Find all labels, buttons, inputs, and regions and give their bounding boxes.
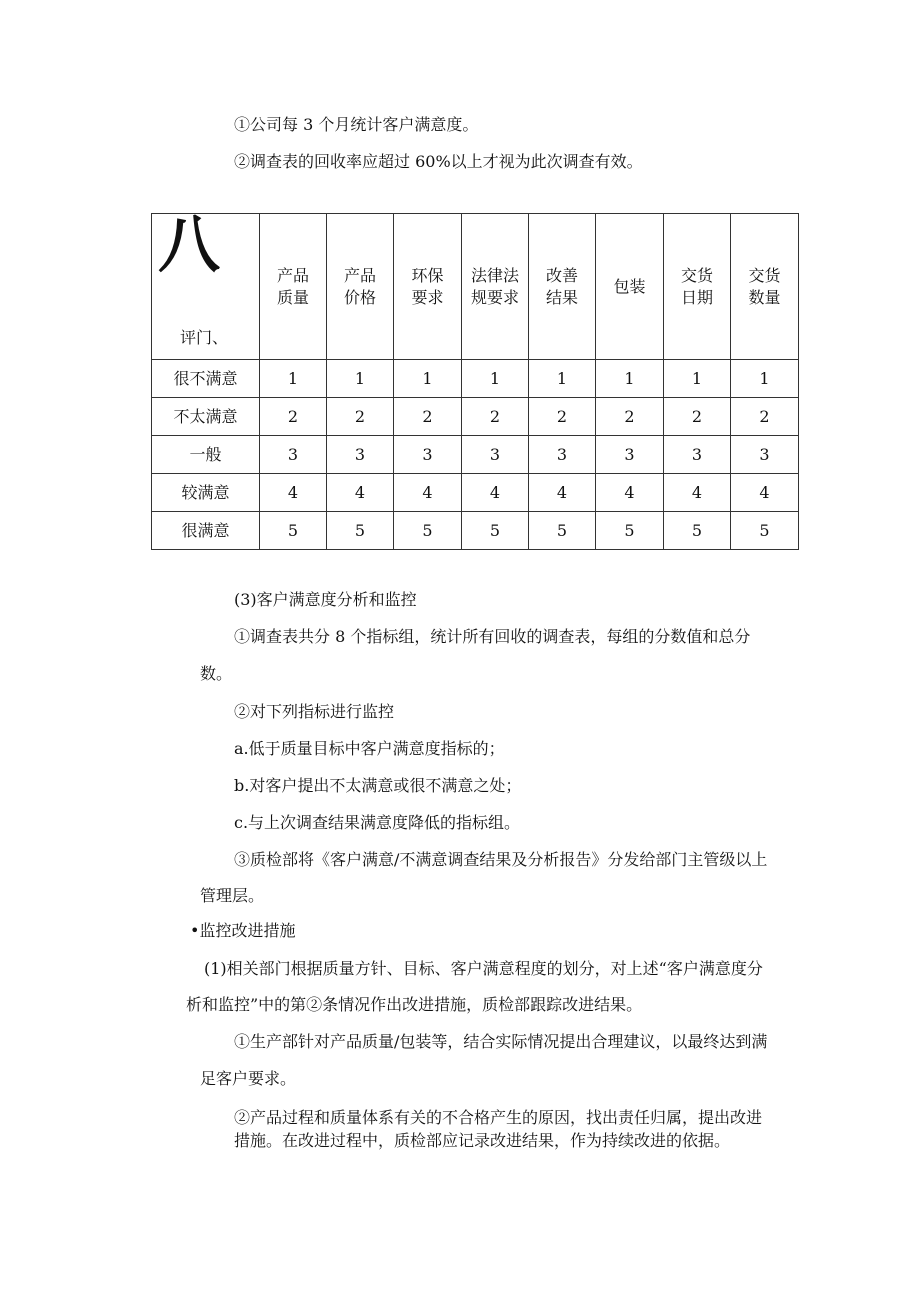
table-cell: 4	[529, 474, 596, 512]
table-cell: 2	[462, 398, 529, 436]
column-header: 交货 日期	[664, 214, 731, 360]
table-cell: 1	[327, 360, 394, 398]
table-cell: 4	[327, 474, 394, 512]
table-cell: 2	[394, 398, 462, 436]
table-cell: 2	[260, 398, 327, 436]
column-header: 交货 数量	[731, 214, 799, 360]
table-cell: 3	[260, 436, 327, 474]
table-cell: 1	[462, 360, 529, 398]
table-cell: 1	[731, 360, 799, 398]
table-cell: 2	[664, 398, 731, 436]
table-cell: 4	[394, 474, 462, 512]
satisfaction-scale-table	[151, 208, 799, 550]
row-label: 较满意	[152, 474, 260, 512]
column-header: 产品 质量	[260, 214, 327, 360]
improve-paragraph-3-cont: 措施。在改进过程中，质检部应记录改进结果，作为持续改进的依据。	[234, 1131, 731, 1150]
improve-paragraph-2: ①生产部针对产品质量/包装等，结合实际情况提出合理建议，以最终达到满	[234, 1032, 768, 1051]
improve-paragraph-1: (1)相关部门根据质量方针、目标、客户满意程度的划分，对上述“客户满意度分	[204, 959, 763, 978]
table-row	[152, 398, 799, 436]
table-cell: 3	[731, 436, 799, 474]
column-header: 产品 价格	[327, 214, 394, 360]
table-cell: 4	[596, 474, 664, 512]
column-header: 包装	[596, 214, 664, 360]
improve-heading: •监控改进措施	[190, 921, 296, 940]
table-cell: 4	[664, 474, 731, 512]
table-cell: 1	[664, 360, 731, 398]
improve-paragraph-1-cont: 析和监控”中的第②条情况作出改进措施，质检部跟踪改进结果。	[186, 995, 643, 1014]
analysis-item-c: c.与上次调查结果满意度降低的指标组。	[234, 813, 521, 832]
table-cell: 5	[731, 512, 799, 550]
analysis-item-a: a.低于质量目标中客户满意度指标的；	[234, 739, 505, 758]
table-cell: 5	[529, 512, 596, 550]
row-label: 很不满意	[152, 360, 260, 398]
table-cell: 5	[260, 512, 327, 550]
table-header-row	[152, 214, 799, 360]
column-header: 法律法 规要求	[462, 214, 529, 360]
table-cell: 2	[596, 398, 664, 436]
table-cell: 1	[260, 360, 327, 398]
table-cell: 1	[394, 360, 462, 398]
table-cell: 4	[260, 474, 327, 512]
table-cell: 3	[529, 436, 596, 474]
table-cell: 3	[462, 436, 529, 474]
analysis-paragraph-1: ①调查表共分 8 个指标组，统计所有回收的调查表，每组的分数值和总分	[234, 627, 751, 646]
table-cell: 2	[731, 398, 799, 436]
analysis-heading: (3)客户满意度分析和监控	[234, 590, 417, 609]
improve-paragraph-3: ②产品过程和质量体系有关的不合格产生的原因，找出责任归属，提出改进	[234, 1108, 763, 1127]
table-corner-cell	[152, 208, 260, 360]
table-cell: 5	[462, 512, 529, 550]
table-cell: 3	[327, 436, 394, 474]
analysis-paragraph-1-cont: 数。	[200, 664, 233, 683]
table-row	[152, 360, 799, 398]
table-cell: 4	[731, 474, 799, 512]
table-row	[152, 512, 799, 550]
table-cell: 1	[529, 360, 596, 398]
row-label: 一般	[152, 436, 260, 474]
row-label: 不太满意	[152, 398, 260, 436]
table-cell: 3	[664, 436, 731, 474]
analysis-paragraph-2: ②对下列指标进行监控	[234, 702, 395, 721]
intro-paragraph-2: ②调查表的回收率应超过 60%以上才视为此次调查有效。	[234, 152, 643, 171]
column-header: 改善 结果	[529, 214, 596, 360]
analysis-item-b: b.对客户提出不太满意或很不满意之处；	[234, 776, 522, 795]
table-cell: 1	[596, 360, 664, 398]
analysis-paragraph-3-cont: 管理层。	[200, 886, 265, 905]
corner-label: 评门、	[180, 328, 229, 347]
table-cell: 5	[664, 512, 731, 550]
table-cell: 2	[327, 398, 394, 436]
corner-mark: 八	[158, 208, 221, 281]
table-cell: 4	[462, 474, 529, 512]
table-row	[152, 474, 799, 512]
table-cell: 3	[596, 436, 664, 474]
column-header: 环保 要求	[394, 214, 462, 360]
table-cell: 2	[529, 398, 596, 436]
table-cell: 3	[394, 436, 462, 474]
intro-paragraph-1: ①公司每 3 个月统计客户满意度。	[234, 115, 479, 134]
analysis-paragraph-3: ③质检部将《客户满意/不满意调查结果及分析报告》分发给部门主管级以上	[234, 850, 768, 869]
table-cell: 5	[394, 512, 462, 550]
table-cell: 5	[596, 512, 664, 550]
row-label: 很满意	[152, 512, 260, 550]
table-cell: 5	[327, 512, 394, 550]
improve-paragraph-2-cont: 足客户要求。	[200, 1069, 297, 1088]
table-row	[152, 436, 799, 474]
